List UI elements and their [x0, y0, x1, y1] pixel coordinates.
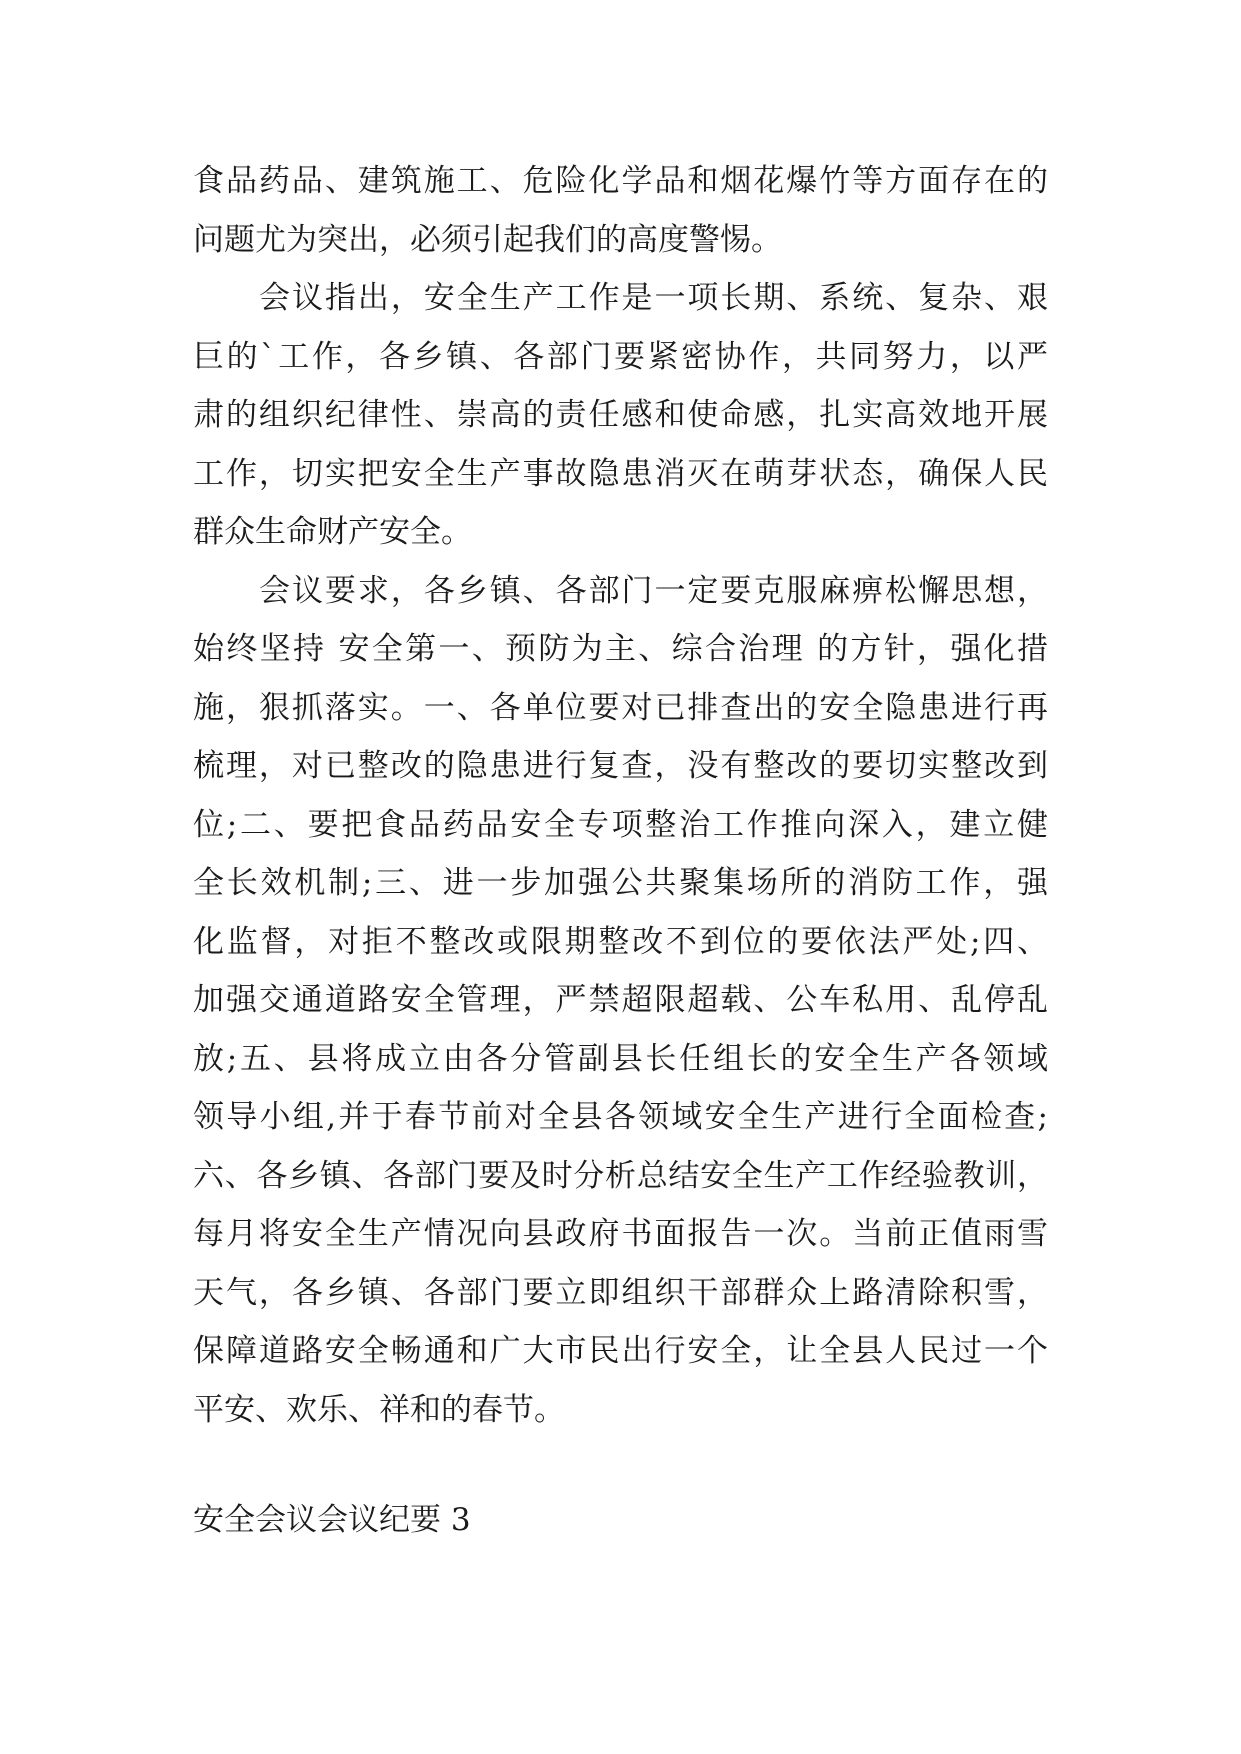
text-line: 群众生命财产安全。 — [193, 514, 472, 550]
text-line: 领导小组,并于春节前对全县各领域安全生产进行全面检查; — [193, 1099, 1048, 1135]
section-heading: 安全会议会议纪要 3 — [193, 1502, 471, 1538]
text-line: 每月将安全生产情况向县政府书面报告一次。当前正值雨雪 — [193, 1216, 1048, 1252]
text-line: 会议要求，各乡镇、各部门一定要克服麻痹松懈思想， — [259, 572, 1048, 609]
text-line: 梳理，对已整改的隐患进行复查，没有整改的要切实整改到 — [193, 748, 1048, 784]
text-line: 食品药品、建筑施工、危险化学品和烟花爆竹等方面存在的 — [193, 163, 1048, 199]
paragraph-3 — [193, 562, 1048, 1440]
text-line: 加强交通道路安全管理，严禁超限超载、公车私用、乱停乱 — [193, 982, 1048, 1018]
text-line: 巨的`工作，各乡镇、各部门要紧密协作，共同努力，以严 — [193, 338, 1048, 375]
paragraph-spacer — [193, 1439, 1048, 1491]
text-line: 施，狠抓落实。一、各单位要对已排查出的安全隐患进行再 — [193, 689, 1048, 726]
paragraph-1 — [193, 152, 1048, 269]
text-line: 位;二、要把食品药品安全专项整治工作推向深入，建立健 — [193, 806, 1048, 843]
paragraph-2 — [193, 269, 1048, 562]
text-line: 天气，各乡镇、各部门要立即组织干部群众上路清除积雪， — [193, 1274, 1048, 1311]
text-line: 工作，切实把安全生产事故隐患消灭在萌芽状态，确保人民 — [193, 455, 1048, 492]
text-line: 平安、欢乐、祥和的春节。 — [193, 1391, 565, 1428]
text-line: 化监督，对拒不整改或限期整改不到位的要依法严处;四、 — [193, 923, 1048, 960]
text-line: 问题尤为突出，必须引起我们的高度警惕。 — [193, 221, 782, 258]
text-line: 全长效机制;三、进一步加强公共聚集场所的消防工作，强 — [193, 865, 1048, 901]
text-line: 肃的组织纪律性、崇高的责任感和使命感，扎实高效地开展 — [193, 397, 1048, 433]
text-line: 保障道路安全畅通和广大市民出行安全，让全县人民过一个 — [193, 1333, 1048, 1369]
document-page — [193, 152, 1048, 1712]
text-line: 放;五、县将成立由各分管副县长任组长的安全生产各领域 — [193, 1040, 1048, 1077]
text-line: 始终坚持 安全第一、预防为主、综合治理 的方针，强化措 — [193, 631, 1048, 667]
text-line: 会议指出，安全生产工作是一项长期、系统、复杂、艰 — [259, 280, 1048, 316]
text-line: 六、各乡镇、各部门要及时分析总结安全生产工作经验教训， — [193, 1157, 1048, 1194]
